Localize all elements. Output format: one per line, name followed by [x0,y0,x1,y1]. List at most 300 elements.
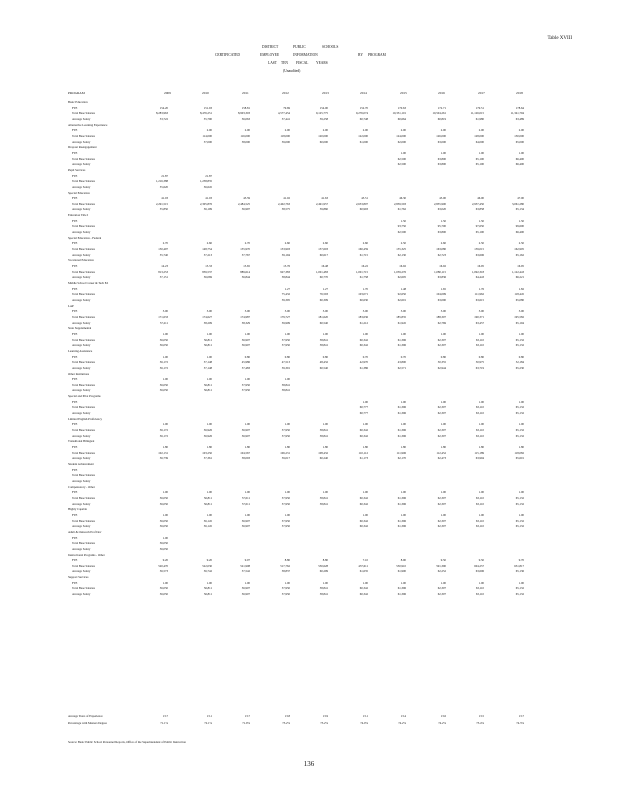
cell-value: 178.64 [515,105,524,110]
cell-value: 61,758 [359,275,368,280]
cell-value: 15.76 [283,264,290,269]
cell-value: 155,970 [240,247,250,252]
row-label: Average Salary [72,365,91,370]
row-label: Limited English Proficiency [68,416,102,421]
row-label: Vocational Education [68,258,94,263]
cell-value: 58,844 [281,275,290,280]
cell-value: 62,307 [437,518,446,523]
row-label: Total Base Salaries [72,133,95,138]
cell-value: 0.80 [518,354,524,359]
cell-value: 1.00 [440,512,446,517]
cell-value: 43.51 [361,196,368,201]
cell-value: 1.00 [518,399,524,404]
cell-value: 13.8 [284,714,290,718]
cell-value: 65,134 [515,207,524,212]
cell-value: 57,542 [241,569,250,574]
cell-value: 154.00 [319,105,328,110]
cell-value: 148,754 [202,247,212,252]
cell-value: 16.48 [321,264,328,269]
title-word: BY [358,53,363,57]
cell-value: 1.00 [206,580,212,585]
cell-value: 56,907 [241,428,250,433]
cell-value: 61,396 [397,428,406,433]
row-label: FTE [72,241,78,246]
cell-value: 124,000 [396,133,406,138]
cell-value: 604,257 [474,563,484,568]
summary-rows [68,714,568,728]
cell-value: 2,484,525 [238,201,250,206]
cell-value: 65,132 [515,592,524,597]
cell-value: 60,777 [359,405,368,410]
cell-value: 15.33 [205,264,212,269]
cell-value: 1.00 [206,512,212,517]
cell-value: 46.00 [477,196,484,201]
cell-value: 57,950 [241,382,250,387]
row-label: State Supplemental [68,326,92,331]
cell-value: 62,130 [397,252,406,257]
cell-value: 160,459 [358,247,368,252]
cell-value: 1.00 [162,490,168,495]
cell-value: 9.20 [162,558,168,563]
cell-value: 1.50 [478,218,484,223]
cell-value: 120,000 [318,133,328,138]
cell-value: 158.81 [241,105,250,110]
cell-value: 60,299 [319,569,328,574]
cell-value: 2.60 [206,241,212,246]
row-label: Special Education - Federal [68,235,102,240]
cell-value: 61,396 [397,405,406,410]
cell-value: 61,396 [397,524,406,529]
cell-value: 56,811 [203,337,212,342]
cell-value: 3.00 [400,309,406,314]
cell-value: 92,650 [397,292,406,297]
cell-value: 63,110 [475,405,484,410]
cell-value: 57,950 [281,343,290,348]
cell-value: 13.1 [206,714,212,718]
row-label: Total Base Salaries [72,518,95,523]
cell-value: 59,017 [281,456,290,461]
row-label: Average Salary [72,433,91,438]
cell-value: 1.00 [478,150,484,155]
row-label: Total Base Salaries [72,586,95,591]
cell-value: 61,396 [397,343,406,348]
cell-value: 2.00 [440,128,446,133]
cell-value: 65,132 [515,411,524,416]
cell-value: 3.00 [362,309,368,314]
cell-value: 56,811 [203,343,212,348]
row-label: Support Services [68,575,89,580]
cell-value: 60,342 [359,518,368,523]
cell-value: 52,184 [515,360,524,365]
cell-value: 63,606 [475,252,484,257]
cell-value: 61,396 [397,411,406,416]
cell-value: 63,858 [475,207,484,212]
row-label: Average Salary [72,162,91,167]
cell-value: 183,636 [358,314,368,319]
cell-value: 58,841 [281,388,290,393]
cell-value: 2.50 [400,241,406,246]
cell-value: 74.2% [438,721,446,725]
cell-value: 56,050 [159,382,168,387]
cell-value: 15.65 [243,264,250,269]
cell-value: 56,050 [159,586,168,591]
cell-value: 56,926 [203,428,212,433]
title-word: PROGRAM [368,53,386,57]
cell-value: 73.2% [320,721,328,725]
cell-value: 2,491,957 [316,201,328,206]
cell-value: 41.03 [205,196,212,201]
cell-value: 1,001,483 [316,269,328,274]
cell-value: 13.6 [440,714,446,718]
cell-value: 65,132 [515,343,524,348]
page-number: 136 [303,760,315,768]
summary-row [68,721,568,728]
cell-value: 1.00 [162,331,168,336]
cell-value: 56,050 [159,388,168,393]
row-label: Alternative Learning Experience [68,122,108,127]
cell-value: 56,645 [203,184,212,189]
row-label: FTE [72,286,78,291]
cell-value: 8.80 [284,558,290,563]
table-number: Table XVIII [547,36,572,41]
cell-value: 1.00 [518,150,524,155]
cell-value: 43,800 [397,360,406,365]
cell-value: 64,000 [475,139,484,144]
cell-value: 889,614 [240,269,250,274]
cell-value: 60,540 [319,320,328,325]
cell-value: 56,844 [241,275,250,280]
row-label: Average Salary [72,116,91,121]
row-label: Average Salary [72,478,91,483]
cell-value: 813,253 [158,269,168,274]
cell-value: 56,811 [203,592,212,597]
cell-value: 56,811 [203,388,212,393]
cell-value: 103,250 [202,450,212,455]
table-row [68,593,568,599]
row-label: Average Salary [72,297,91,302]
cell-value: 56,811 [203,586,212,591]
cell-value: 66,400 [515,156,524,161]
cell-value: 1.00 [162,580,168,585]
cell-value: 1.00 [478,512,484,517]
cell-value: 550,910 [396,563,406,568]
cell-value: 62,307 [437,592,446,597]
cell-value: 1.80 [244,445,250,450]
cell-value: 59,194 [281,252,290,257]
cell-value: 45,986 [241,360,250,365]
cell-value: 57,000 [203,139,212,144]
row-label: FTE [72,467,78,472]
cell-value: 174,987 [240,314,250,319]
cell-value: 13.9 [322,714,328,718]
cell-value: 62,307 [437,343,446,348]
column-header-year: 2018 [516,91,523,95]
row-label: Average Salary [72,343,91,348]
row-label: Average Salary [72,184,91,189]
cell-value: 0.70 [362,354,368,359]
cell-value: 55,850 [159,207,168,212]
cell-value: 16.95 [477,264,484,269]
cell-value: 62,307 [437,433,446,438]
cell-value: 118,000 [280,133,290,138]
cell-value: 63,800 [437,230,446,235]
cell-value: 63,110 [475,501,484,506]
cell-value: 47.00 [517,196,524,201]
cell-value: 56,907 [241,586,250,591]
cell-value: 58,329 [241,320,250,325]
cell-value: 63,020 [437,207,446,212]
cell-value: 179.51 [475,105,484,110]
cell-value: 56,145 [203,518,212,523]
program-table [68,101,568,599]
cell-value: 9.70 [518,558,524,563]
cell-value: 61,173 [359,456,368,461]
title-word: EMPLOYEE [260,53,280,57]
cell-value: 62,769 [437,320,446,325]
cell-value: 153,903 [280,247,290,252]
row-label: Total Base Salaries [72,269,95,274]
cell-value: 56,050 [159,546,168,551]
title-word: (Unaudited) [283,69,301,73]
cell-value: 62,307 [437,495,446,500]
cell-value: 79.69 [283,105,290,110]
row-label: Adult & Outreach Prof Dev [68,529,102,534]
cell-value: 60,342 [359,428,368,433]
cell-value: 74.0% [360,721,368,725]
cell-value: 61,386 [359,365,368,370]
cell-value: 14.23 [161,264,168,269]
cell-value: 60,342 [359,592,368,597]
cell-value: 60,342 [359,433,368,438]
cell-value: 170.63 [397,105,406,110]
cell-value: 58,841 [319,428,328,433]
cell-value: 2.60 [440,241,446,246]
cell-value: 50,975 [475,360,484,365]
cell-value: 2,291,515 [156,201,168,206]
cell-value: 16.22 [361,264,368,269]
cell-value: 57,950 [281,433,290,438]
cell-value: 60,342 [359,586,368,591]
title-word: DISTRICT [262,45,279,49]
row-label: Average Salary [72,501,91,506]
row-label: Total Base Salaries [72,428,95,433]
cell-value: 1.00 [440,331,446,336]
cell-value: 1.00 [244,580,250,585]
cell-value: 1,092,318 [472,269,484,274]
cell-value: 65,132 [515,586,524,591]
cell-value: 1,001,715 [356,269,368,274]
row-label: Total Base Salaries [72,292,95,297]
cell-value: 8.90 [400,558,406,563]
cell-value: 2,859,593 [394,201,406,206]
table-title [0,45,618,77]
cell-value: 56,811 [203,382,212,387]
title-word: PUBLIC [293,45,306,49]
row-label: Average Salary [72,546,91,551]
cell-value: 62,500 [397,156,406,161]
cell-value: 2,402,763 [278,201,290,206]
row-label: Total Base Salaries [72,314,95,319]
cell-value: 520,470 [158,563,168,568]
cell-value: 65,080 [515,297,524,302]
cell-value: 63,110 [475,495,484,500]
cell-value: 65,132 [515,405,524,410]
cell-value: 11,341,794 [510,111,524,116]
cell-value: 58,841 [281,382,290,387]
cell-value: 181,620 [318,314,328,319]
cell-value: 47,513 [281,360,290,365]
row-label: Transitional Bilingual [68,439,95,444]
cell-value: 8,476,251 [200,111,212,116]
cell-value: 21.87 [205,173,212,178]
cell-value: 56,907 [241,337,250,342]
cell-value: 1.00 [518,422,524,427]
cell-value: 61,000 [359,139,368,144]
cell-value: 3.00 [162,309,168,314]
title-word: INFORMATION [293,53,318,57]
cell-value: 56,145 [203,524,212,529]
cell-value: 1,216,388 [156,179,168,184]
cell-value: 1.00 [362,490,368,495]
cell-value: 62,944 [437,365,446,370]
row-label: FTE [72,490,78,495]
cell-value: 1.80 [518,445,524,450]
cell-value: 9.07 [244,558,250,563]
cell-value: 104,567 [240,450,250,455]
row-label: FTE [72,150,78,155]
cell-value: 115,189 [474,450,484,455]
cell-value: 65,132 [515,518,524,523]
cell-value: 111,962 [474,292,484,297]
cell-value: 1.00 [362,331,368,336]
cell-value: 1.00 [518,580,524,585]
column-header-year: 2015 [400,91,407,95]
row-label: FTE [72,331,78,336]
cell-value: 1.00 [244,422,250,427]
cell-value: 58,841 [319,495,328,500]
cell-value: 1.80 [440,445,446,450]
cell-value: 1.00 [440,422,446,427]
row-label: FTE [72,535,78,540]
cell-value: 61,762 [397,207,406,212]
cell-value: 62,500 [397,162,406,167]
cell-value: 59,395 [281,297,290,302]
row-label: Special Education [68,190,90,195]
cell-value: 162,905 [514,247,524,252]
cell-value: 63,110 [475,518,484,523]
cell-value: 1.00 [400,580,406,585]
cell-value: 2.00 [322,128,328,133]
cell-value: 9.20 [206,558,212,563]
cell-value: 61,396 [397,586,406,591]
cell-value: 58,837 [281,569,290,574]
cell-value: 61,396 [397,501,406,506]
row-label: Total Base Salaries [72,179,95,184]
cell-value: 1.00 [362,512,368,517]
cell-value: 63,110 [475,592,484,597]
cell-value: 45.00 [439,196,446,201]
cell-value: 60,540 [319,365,328,370]
cell-value: 190,371 [474,314,484,319]
cell-value: 65,132 [515,433,524,438]
cell-value: 1.00 [322,422,328,427]
row-label: Total Base Salaries [72,495,95,500]
cell-value: 57,950 [281,428,290,433]
cell-value: 1.50 [440,218,446,223]
cell-value: 1.00 [244,377,250,382]
row-label: Total Base Salaries [72,473,95,478]
cell-value: 57,211 [159,320,168,325]
cell-value: 13.7 [518,714,524,718]
cell-value: 65,601 [515,456,524,461]
title-line [0,53,618,61]
cell-value: 188,307 [436,314,446,319]
cell-value: 62,000 [397,139,406,144]
row-label: Total Base Salaries [72,201,95,206]
cell-value: 65,194 [515,320,524,325]
cell-value: 65,100 [475,156,484,161]
cell-value: 56,811 [203,501,212,506]
cell-value: 1.00 [400,331,406,336]
cell-value: 46.30 [399,196,406,201]
column-header-year: 2012 [282,91,289,95]
cell-value: 195,582 [514,314,524,319]
cell-value: 1.27 [322,286,328,291]
column-header-row [68,91,568,99]
row-label: FTE [72,309,78,314]
cell-value: 859,537 [202,269,212,274]
cell-value: 56,742 [203,569,212,574]
cell-value: 1.00 [478,580,484,585]
cell-value: 56,063 [241,116,250,121]
title-word: CERTIFICATED [215,53,240,57]
cell-value: 1.00 [362,422,368,427]
cell-value: 16.92 [399,264,406,269]
cell-value: 63,110 [475,343,484,348]
cell-value: 57,148 [203,360,212,365]
cell-value: 9.50 [440,558,446,563]
cell-value: 2.00 [206,128,212,133]
cell-value: 76,593 [319,292,328,297]
cell-value: 62,307 [437,586,446,591]
cell-value: 2.00 [400,128,406,133]
cell-value: 3.00 [244,309,250,314]
cell-value: 62,571 [397,365,406,370]
cell-value: 66,400 [515,162,524,167]
cell-value: 521,908 [240,563,250,568]
cell-value: 61,715 [359,252,368,257]
cell-value: 2.00 [362,128,368,133]
cell-value: 63,110 [475,337,484,342]
cell-value: 65,132 [515,501,524,506]
cell-value: 1.50 [400,218,406,223]
cell-value: 114,000 [202,133,212,138]
cell-value: 1.65 [440,286,446,291]
cell-value: 63,800 [437,156,446,161]
cell-value: 56,050 [159,592,168,597]
cell-value: 116,000 [240,133,250,138]
cell-value: 8,283,963 [156,111,168,116]
cell-value: 631,817 [514,563,524,568]
cell-value: 56,907 [241,518,250,523]
cell-value: 58,841 [319,586,328,591]
cell-value: 60,342 [359,524,368,529]
cell-value: 60,309 [319,297,328,302]
cell-value: 60,993 [359,207,368,212]
cell-value: 2.70 [162,241,168,246]
cell-value: 1.00 [322,580,328,585]
cell-value: 58,575 [281,207,290,212]
